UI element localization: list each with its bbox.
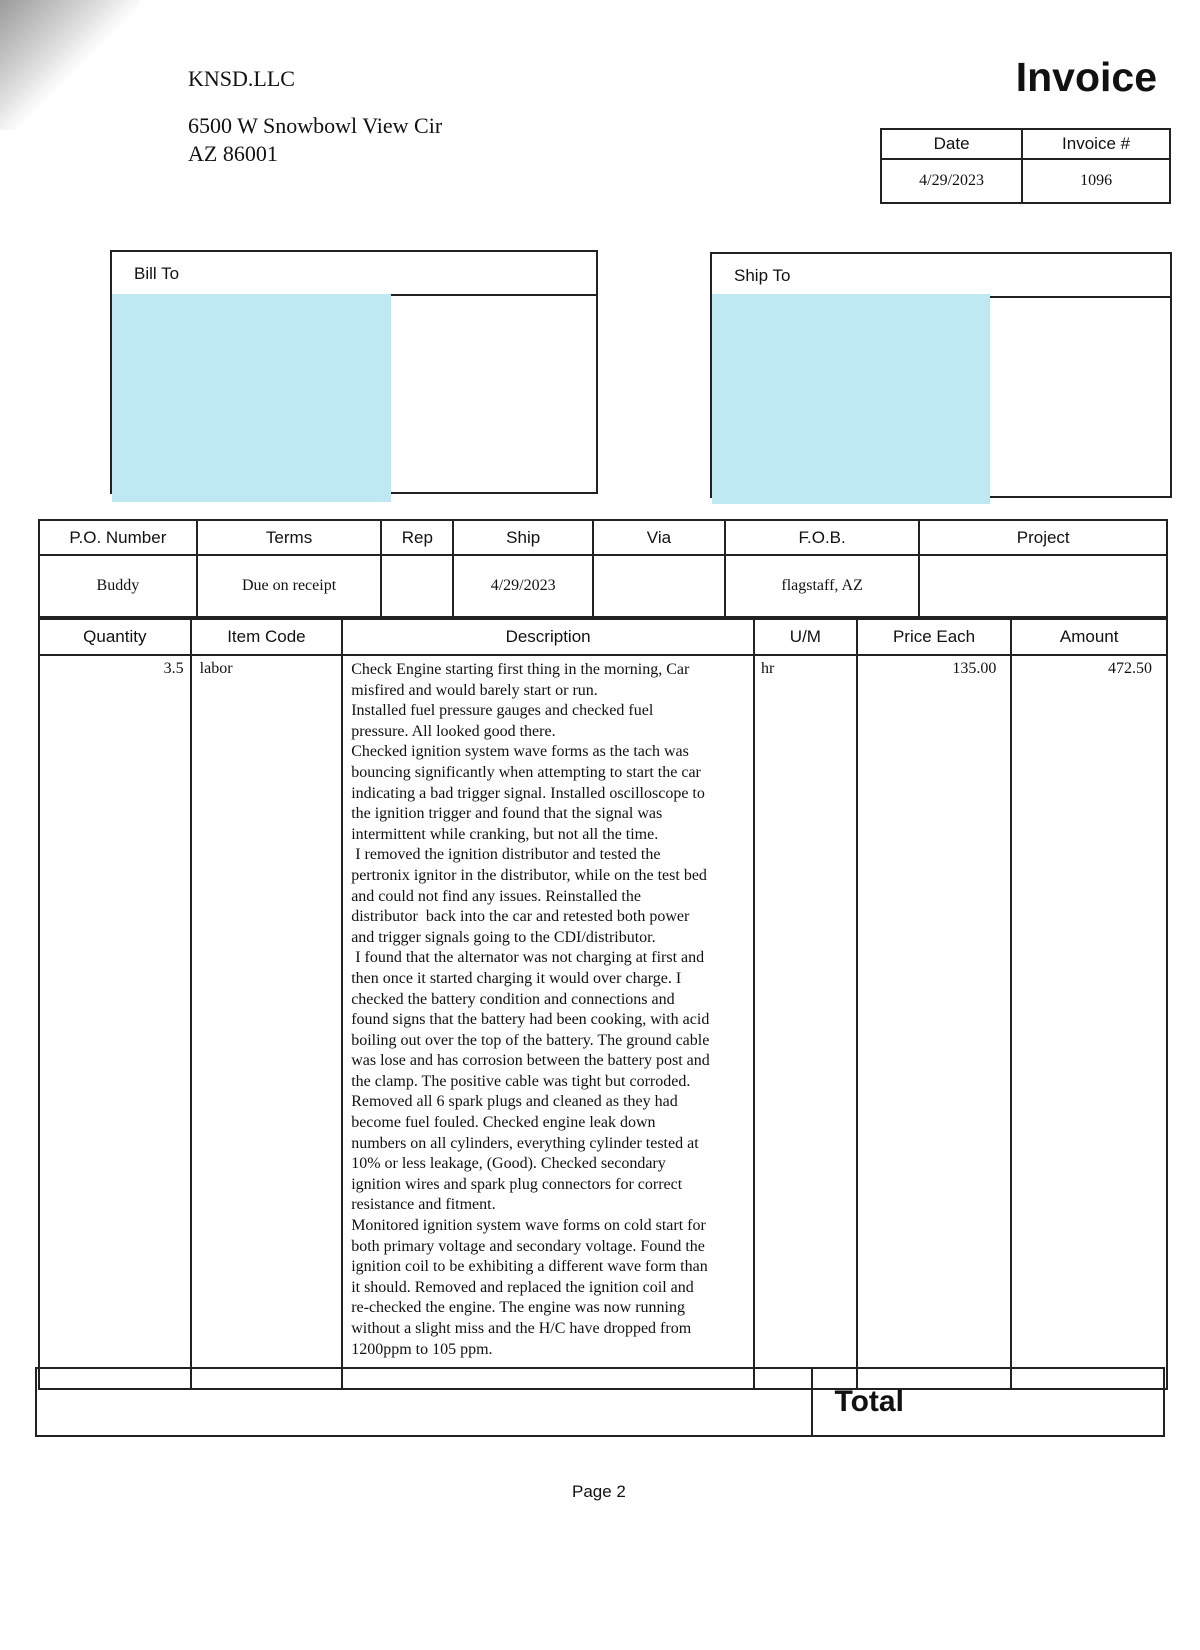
project-header: Project xyxy=(919,520,1167,555)
ship-header: Ship xyxy=(453,520,593,555)
bill-to-label: Bill To xyxy=(112,252,596,296)
amount-header: Amount xyxy=(1011,619,1167,655)
bill-to-redaction xyxy=(112,294,391,502)
fob-value: flagstaff, AZ xyxy=(725,555,920,617)
description-line: the clamp. The positive cable was tight but corroded. xyxy=(351,1072,691,1090)
description-line: 1200ppm to 105 ppm. xyxy=(351,1340,493,1358)
page-number: Page 2 xyxy=(572,1482,626,1501)
description-line: ignition coil to be exhibiting a different wave form than xyxy=(351,1258,708,1276)
item-code-header: Item Code xyxy=(191,619,343,655)
description-line: misfired and would barely start or run. xyxy=(351,681,598,699)
address-line-1: 6500 W Snowbowl View Cir xyxy=(188,113,443,138)
table-row xyxy=(39,655,1167,1389)
um-header: U/M xyxy=(754,619,857,655)
description-line: pertronix ignitor in the distributor, while on the test bed xyxy=(351,866,707,884)
rep-value xyxy=(381,555,453,617)
company-name: KNSD.LLC xyxy=(188,66,295,91)
company-address xyxy=(188,112,442,168)
description-line: Check Engine starting first thing in the morning, Car xyxy=(351,661,690,678)
total-table xyxy=(35,1367,1165,1437)
description-line: bouncing significantly when attempting to start the car xyxy=(351,763,701,781)
line-items-table xyxy=(38,618,1168,1390)
address-line-2: AZ 86001 xyxy=(188,141,278,166)
description-line: intermittent while cranking, but not all the time. xyxy=(351,825,659,843)
invoice-number-label: Invoice # xyxy=(1022,129,1170,159)
total-label: Total xyxy=(812,1368,1165,1436)
invoice-title: Invoice xyxy=(1015,54,1157,100)
description-line: numbers on all cylinders, everything cylinder tested at xyxy=(351,1134,699,1152)
ship-value: 4/29/2023 xyxy=(453,555,593,617)
description-header: Description xyxy=(342,619,754,655)
description-line: and trigger signals going to the CDI/distributor. xyxy=(351,928,656,946)
terms-value: Due on receipt xyxy=(197,555,382,617)
rep-header: Rep xyxy=(381,520,453,555)
description-line: resistance and fitment. xyxy=(351,1196,496,1214)
fob-header: F.O.B. xyxy=(725,520,920,555)
order-info-table xyxy=(38,519,1168,618)
description-line: then once it started charging it would over charge. I xyxy=(351,969,682,987)
description-line: it should. Removed and replaced the ignition coil and xyxy=(351,1278,694,1296)
item-um: hr xyxy=(754,655,857,1389)
description-line: found signs that the battery had been cooking, with acid xyxy=(351,1011,710,1029)
invoice-meta-table xyxy=(880,128,1171,204)
item-price-each: 135.00 xyxy=(857,655,1012,1389)
description-line: the ignition trigger and found that the signal was xyxy=(351,805,663,823)
po-number-value: Buddy xyxy=(39,555,197,617)
invoice-date: 4/29/2023 xyxy=(881,159,1022,203)
description-line: 10% or less leakage, (Good). Checked secondary xyxy=(351,1155,666,1173)
project-value xyxy=(919,555,1167,617)
description-line: was lose and has corrosion between the battery post and xyxy=(351,1052,710,1070)
description-line: pressure. All looked good there. xyxy=(351,722,556,740)
invoice-number: 1096 xyxy=(1022,159,1170,203)
description-line: Monitored ignition system wave forms on cold start for xyxy=(351,1217,706,1235)
description-lines xyxy=(351,660,747,1360)
item-description xyxy=(342,655,754,1389)
price-each-header: Price Each xyxy=(857,619,1012,655)
description-line: Installed fuel pressure gauges and checked fuel xyxy=(351,702,654,720)
description-line: re-checked the engine. The engine was now running xyxy=(351,1299,685,1317)
quantity-header: Quantity xyxy=(39,619,191,655)
total-blank-cell xyxy=(36,1368,812,1436)
date-label: Date xyxy=(881,129,1022,159)
item-quantity: 3.5 xyxy=(39,655,191,1389)
item-amount: 472.50 xyxy=(1011,655,1167,1389)
description-line: without a slight miss and the H/C have dropped from xyxy=(351,1320,692,1337)
description-line: indicating a bad trigger signal. Installed oscilloscope to xyxy=(351,784,705,802)
terms-header: Terms xyxy=(197,520,382,555)
po-number-header: P.O. Number xyxy=(39,520,197,555)
via-value xyxy=(593,555,725,617)
description-line: I removed the ignition distributor and tested the xyxy=(351,846,661,864)
description-line: become fuel fouled. Checked engine leak down xyxy=(351,1114,656,1132)
description-line: Removed all 6 spark plugs and cleaned as they had xyxy=(351,1093,678,1111)
ship-to-label: Ship To xyxy=(712,254,1170,298)
description-line: checked the battery condition and connections and xyxy=(351,990,675,1008)
description-line: Checked ignition system wave forms as the tach was xyxy=(351,743,689,761)
scan-corner-fold xyxy=(0,0,140,130)
description-line: both primary voltage and secondary voltage. Found the xyxy=(351,1237,705,1255)
via-header: Via xyxy=(593,520,725,555)
ship-to-redaction xyxy=(712,294,990,504)
description-line: ignition wires and spark plug connectors for correct xyxy=(351,1175,683,1193)
item-code: labor xyxy=(191,655,343,1389)
description-line: boiling out over the top of the battery. The ground cable xyxy=(351,1031,710,1049)
description-line: distributor back into the car and retested both power xyxy=(351,908,690,926)
description-line: and could not find any issues. Reinstalled the xyxy=(351,887,641,905)
description-line: I found that the alternator was not charging at first and xyxy=(351,949,705,967)
